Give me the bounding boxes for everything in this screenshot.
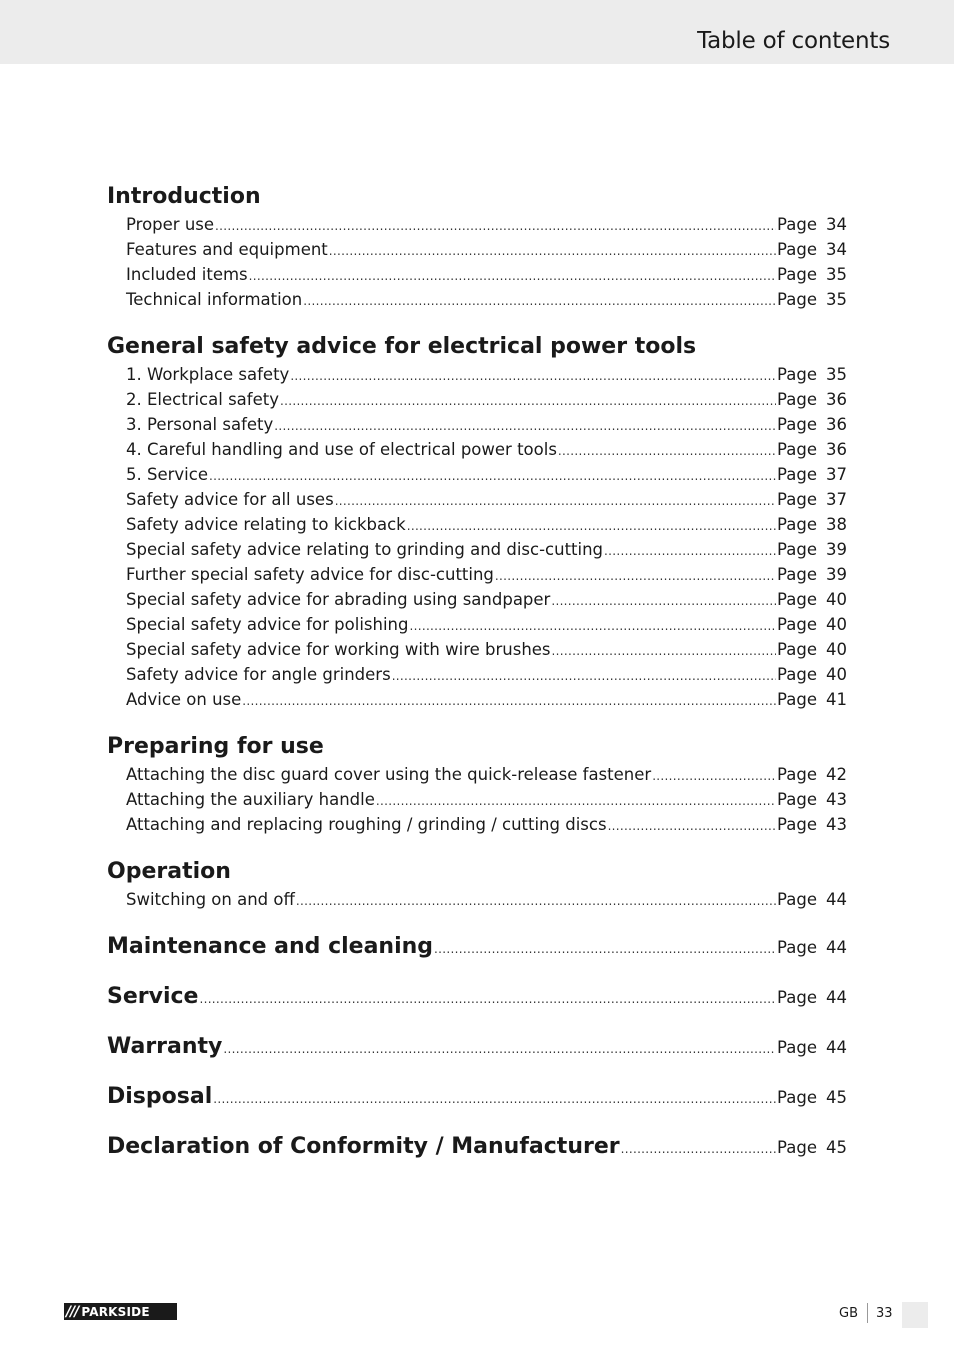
toc-entry[interactable] (107, 562, 847, 587)
entry-label: 3. Personal safety (126, 415, 274, 434)
section-title: Preparing for use (107, 734, 324, 759)
logo-slashes: /// (66, 1303, 79, 1320)
toc-entry[interactable] (107, 387, 847, 412)
toc-entry[interactable] (107, 362, 847, 387)
entry-label: Safety advice relating to kickback (126, 515, 406, 534)
entry-label: Attaching and replacing roughing / grinding / cutting discs (126, 815, 607, 834)
dot-leader (376, 789, 776, 814)
toc-entry[interactable] (107, 512, 847, 537)
section-title: Declaration of Conformity / Manufacturer (107, 1134, 620, 1159)
toc-section-operation (107, 857, 847, 912)
toc-entry[interactable] (107, 212, 847, 237)
toc-section-service[interactable] (107, 982, 847, 1012)
toc-section-declaration[interactable] (107, 1132, 847, 1162)
page-number: 35 (826, 365, 847, 384)
dot-leader (604, 539, 776, 564)
page-word: Page (777, 515, 817, 534)
dot-leader (409, 614, 776, 639)
dot-leader (199, 984, 776, 1014)
dot-leader (495, 564, 776, 589)
dot-leader (290, 364, 776, 389)
section-title: Introduction (107, 184, 261, 209)
page-title: Table of contents (697, 28, 890, 54)
page-word: Page (777, 988, 817, 1007)
dot-leader (215, 214, 776, 239)
page-word: Page (777, 265, 817, 284)
page-number: 36 (826, 440, 847, 459)
page-number: 44 (826, 938, 847, 957)
page-word: Page (777, 590, 817, 609)
toc-entry[interactable] (107, 787, 847, 812)
dot-leader (551, 589, 776, 614)
section-title: General safety advice for electrical power tools (107, 334, 697, 359)
page-word: Page (777, 765, 817, 784)
entry-label: Special safety advice for polishing (126, 615, 409, 634)
toc-entry[interactable] (107, 762, 847, 787)
page-number: 44 (826, 890, 847, 909)
page-number: 34 (826, 240, 847, 259)
dot-leader (209, 464, 776, 489)
dot-leader (280, 389, 776, 414)
page-number: 34 (826, 215, 847, 234)
toc-section-introduction (107, 182, 847, 312)
toc-entry[interactable] (107, 687, 847, 712)
page-number: 45 (826, 1138, 847, 1157)
toc-section-preparing (107, 732, 847, 837)
header-bar (0, 0, 954, 64)
toc-entry[interactable] (107, 287, 847, 312)
entry-label: 1. Workplace safety (126, 365, 290, 384)
dot-leader (608, 814, 776, 839)
page-number: 39 (826, 565, 847, 584)
entry-label: Special safety advice relating to grinding and disc-cutting (126, 540, 604, 559)
toc-entry[interactable] (107, 412, 847, 437)
entry-label: Included items (126, 265, 248, 284)
page-word: Page (777, 665, 817, 684)
entry-label: Further special safety advice for disc-cutting (126, 565, 494, 584)
entry-label: Technical information (126, 290, 303, 309)
page-word: Page (777, 390, 817, 409)
parkside-logo (64, 1303, 177, 1320)
page-number: 40 (826, 640, 847, 659)
page-word: Page (777, 938, 817, 957)
toc-entry[interactable] (107, 237, 847, 262)
page-number: 38 (826, 515, 847, 534)
dot-leader (552, 639, 777, 664)
entry-label: Switching on and off (126, 890, 295, 909)
toc-entry[interactable] (107, 662, 847, 687)
page-word: Page (777, 815, 817, 834)
toc-entry[interactable] (107, 462, 847, 487)
page-word: Page (777, 565, 817, 584)
page-word: Page (777, 1038, 817, 1057)
entry-label: Special safety advice for abrading using sandpaper (126, 590, 551, 609)
page-number: 36 (826, 390, 847, 409)
page-number: 45 (826, 1088, 847, 1107)
page-number: 41 (826, 690, 847, 709)
toc-entry[interactable] (107, 487, 847, 512)
entry-label: 2. Electrical safety (126, 390, 279, 409)
page-word: Page (777, 615, 817, 634)
entry-label: Safety advice for all uses (126, 490, 334, 509)
page-word: Page (777, 365, 817, 384)
section-title: Maintenance and cleaning (107, 934, 434, 959)
page-word: Page (777, 465, 817, 484)
page-word: Page (777, 240, 817, 259)
dot-leader (621, 1134, 776, 1164)
entry-label: Attaching the auxiliary handle (126, 790, 375, 809)
page-word: Page (777, 1138, 817, 1157)
page-word: Page (777, 415, 817, 434)
page-number-footer: 33 (876, 1306, 893, 1321)
page-word: Page (777, 690, 817, 709)
page-number: 39 (826, 540, 847, 559)
toc-entry[interactable] (107, 887, 847, 912)
page-word: Page (777, 790, 817, 809)
section-title: Warranty (107, 1034, 223, 1059)
page-number: 43 (826, 790, 847, 809)
entry-label: Features and equipment (126, 240, 328, 259)
entry-label: Special safety advice for working with wire brushes (126, 640, 551, 659)
toc-section-disposal[interactable] (107, 1082, 847, 1112)
page-number: 44 (826, 988, 847, 1007)
entry-label: Attaching the disc guard cover using the quick-release fastener (126, 765, 652, 784)
entry-label: 5. Service (126, 465, 208, 484)
section-title: Operation (107, 859, 231, 884)
toc-entry[interactable] (107, 437, 847, 462)
toc-entry[interactable] (107, 812, 847, 837)
dot-leader (213, 1084, 776, 1114)
dot-leader (274, 414, 776, 439)
page-word: Page (777, 440, 817, 459)
page-word: Page (777, 890, 817, 909)
footer-divider (867, 1303, 868, 1323)
dot-leader (392, 664, 776, 689)
dot-leader (434, 934, 776, 964)
section-title: Disposal (107, 1084, 213, 1109)
page-word: Page (777, 540, 817, 559)
page-number: 44 (826, 1038, 847, 1057)
toc-entry[interactable] (107, 537, 847, 562)
dot-leader (242, 689, 776, 714)
entry-label: Safety advice for angle grinders (126, 665, 391, 684)
logo-text: PARKSIDE (81, 1304, 150, 1319)
page-word: Page (777, 290, 817, 309)
footer-tab-box (902, 1302, 928, 1328)
dot-leader (296, 889, 776, 914)
dot-leader (329, 239, 776, 264)
section-title: Service (107, 984, 199, 1009)
toc-section-warranty[interactable] (107, 1032, 847, 1062)
page-word: Page (777, 215, 817, 234)
page-word: Page (777, 1088, 817, 1107)
language-code: GB (839, 1306, 858, 1321)
page-number: 42 (826, 765, 847, 784)
dot-leader (223, 1034, 776, 1064)
page-word: Page (777, 490, 817, 509)
dot-leader (407, 514, 776, 539)
page-number: 36 (826, 415, 847, 434)
page-number: 40 (826, 665, 847, 684)
page-number: 35 (826, 265, 847, 284)
toc-entry[interactable] (107, 262, 847, 287)
page-number: 43 (826, 815, 847, 834)
dot-leader (303, 289, 776, 314)
table-of-contents (107, 182, 847, 1162)
dot-leader (558, 439, 776, 464)
dot-leader (249, 264, 776, 289)
page-number: 40 (826, 590, 847, 609)
dot-leader (652, 764, 776, 789)
toc-entry[interactable] (107, 637, 847, 662)
toc-entry[interactable] (107, 612, 847, 637)
toc-entry[interactable] (107, 587, 847, 612)
dot-leader (335, 489, 776, 514)
toc-section-maintenance[interactable] (107, 932, 847, 962)
page-number: 37 (826, 465, 847, 484)
toc-section-general-safety (107, 332, 847, 712)
page-number: 37 (826, 490, 847, 509)
entry-label: Advice on use (126, 690, 242, 709)
page-number: 35 (826, 290, 847, 309)
page-number: 40 (826, 615, 847, 634)
page-word: Page (777, 640, 817, 659)
entry-label: Proper use (126, 215, 215, 234)
entry-label: 4. Careful handling and use of electrical power tools (126, 440, 557, 459)
